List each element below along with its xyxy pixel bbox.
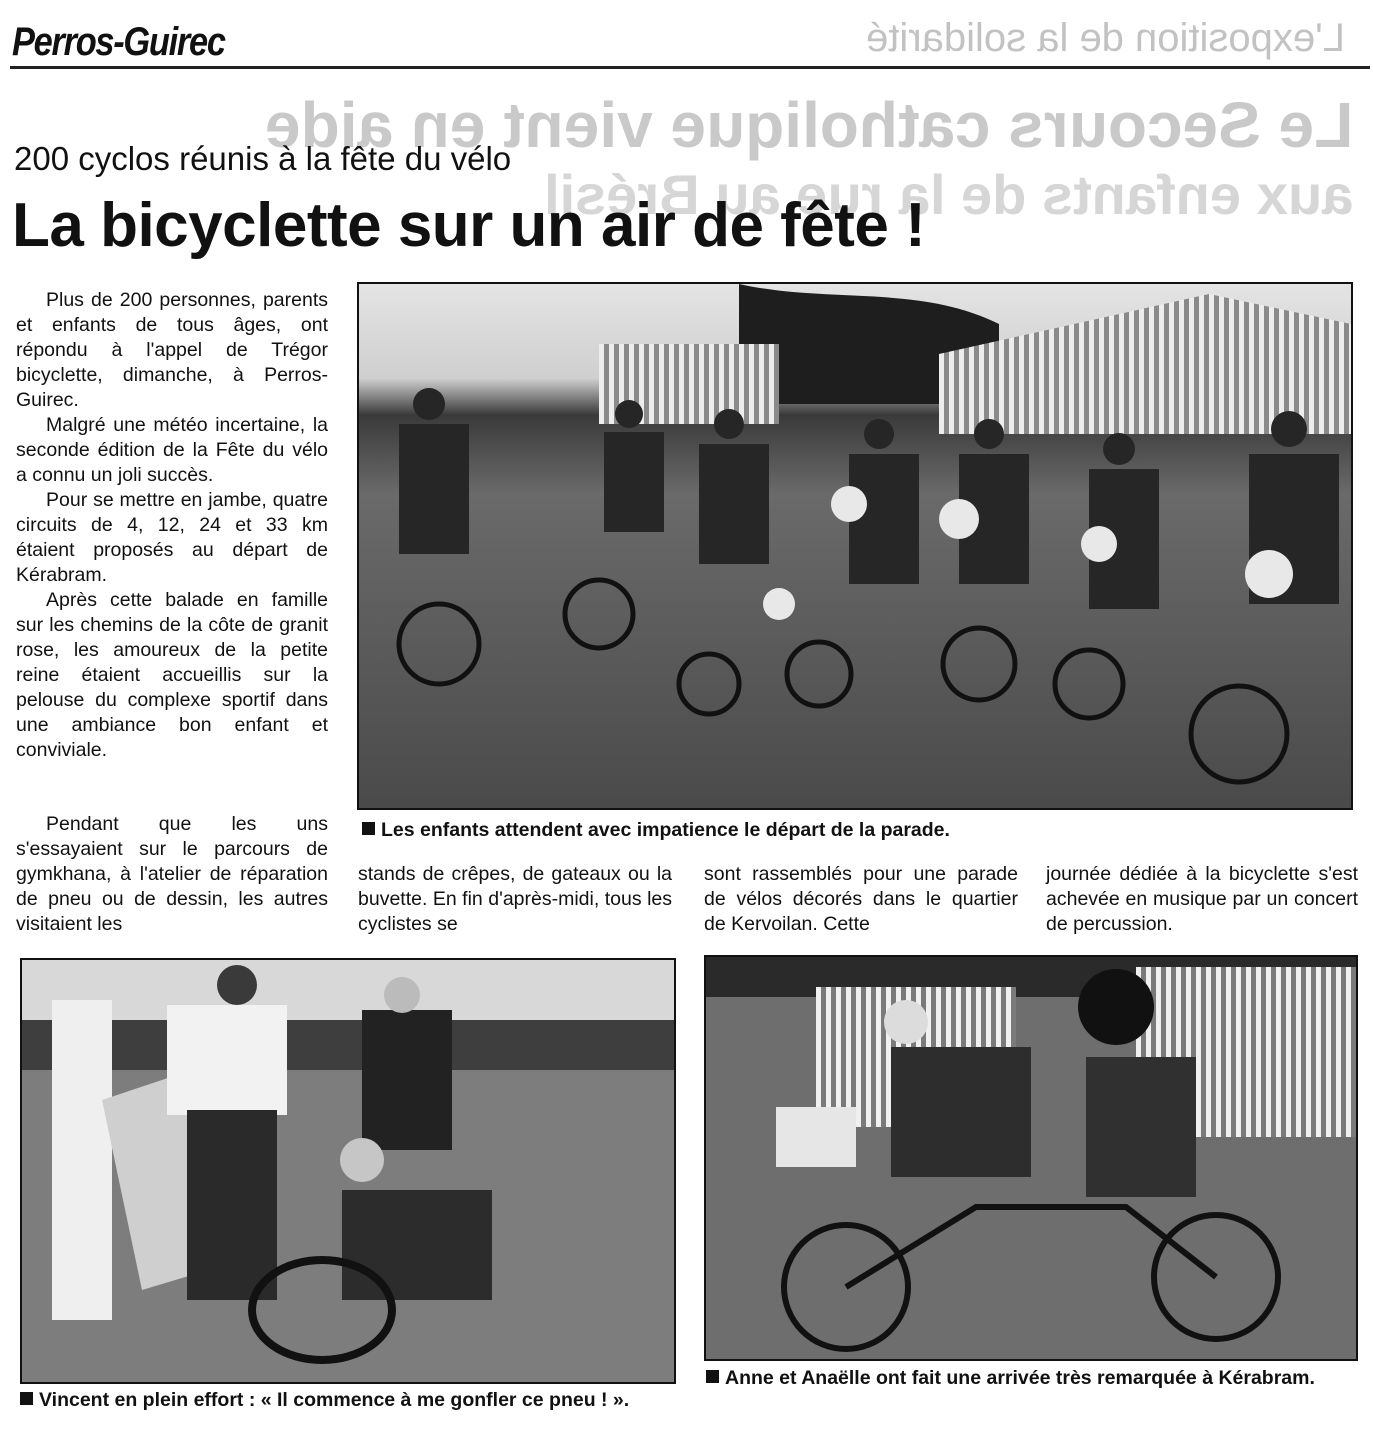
caption-text: Vincent en plein effort : « Il commence à me gonfler ce pneu ! ». [39,1389,630,1411]
paragraph: Pendant que les uns s'essayaient sur le parcours de gymkhana, à l'atelier de réparation de pneu ou de dessin, les autres visitaient les [16,813,328,935]
section-title: Perros-Guirec [12,20,225,64]
paragraph: sont rassemblés pour une parade de vélos décorés dans le quartier de Kervoilan. Cette [704,863,1018,935]
paragraph: Pour se mettre en jambe, quatre circuits de 4, 12, 24 et 33 km étaient proposés au départ de Kérabram. [16,489,328,586]
article-column-1-bottom [16,812,328,937]
article-column-3 [704,862,1018,937]
caption-bullet [20,1392,33,1405]
paragraph: journée dédiée à la bicyclette s'est achevée en musique par un concert de percussion. [1046,863,1358,935]
article-headline: La bicyclette sur un air de fête ! [12,191,926,260]
article-column-4 [1046,862,1358,937]
photo-tandem [704,955,1358,1361]
photo-children-bikes [357,282,1353,810]
bleed-through-title: L'exposition de la solidarité [865,16,1345,60]
article-column-2 [358,862,672,937]
paragraph: Après cette balade en famille sur les chemins de la côte de granit rose, les amoureux de la petite reine étaient accueillis sur la pelouse du complexe sportif dans une ambiance bon enfant et conviviale. [16,589,328,761]
paragraph: stands de crêpes, de gateaux ou la buvette. En fin d'après-midi, tous les cyclistes se [358,863,672,935]
photo-caption-2 [20,1388,680,1412]
header-rule [10,66,1370,69]
photo-caption-3 [706,1366,1356,1390]
paragraph: Plus de 200 personnes, parents et enfants de tous âges, ont répondu à l'appel de Trégor bicyclette, dimanche, à Perros-Guirec. [16,289,328,411]
paragraph: Malgré une météo incertaine, la seconde édition de la Fête du vélo a connu un joli succès. [16,414,328,486]
caption-bullet [362,822,375,835]
photo-caption-1 [362,818,1062,842]
caption-text: Les enfants attendent avec impatience le départ de la parade. [381,819,950,841]
caption-bullet [706,1370,719,1383]
bleed-through-headline-1: Le Secours catholique vient en aide [264,89,1353,161]
article-column-1 [16,288,328,763]
bleed-through-headline-2: aux enfants de la rue au Brésil [543,163,1353,226]
photo-tyre-repair [20,958,676,1384]
article-kicker: 200 cyclos réunis à la fête du vélo [14,140,512,177]
caption-text: Anne et Anaëlle ont fait une arrivée très remarquée à Kérabram. [725,1367,1315,1389]
